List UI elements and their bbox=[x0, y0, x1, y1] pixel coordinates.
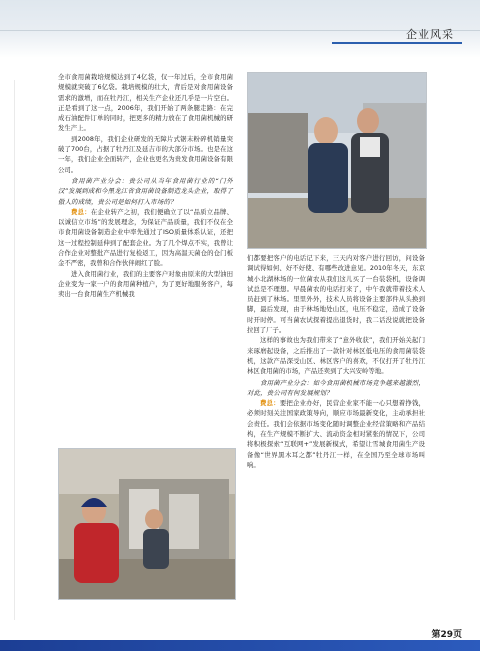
workers-with-machinery-photo bbox=[58, 448, 236, 600]
page-number: 第29页 bbox=[431, 630, 462, 640]
speaker-name: 费总： bbox=[260, 399, 280, 408]
section-underline bbox=[332, 42, 462, 44]
interview-question: 食用菌产业分会：贵公司从当年食用菌行业的“门外汉”发展到成和今黑龙江省食用菌设备制造龙头企业，取得了傲人的成绩，贵公司是如何打入市场的？ bbox=[58, 176, 233, 206]
interview-answer bbox=[247, 398, 425, 470]
paragraph: 这样的事故也为我们带来了“意外收获”，我们开始关起门来琢磨起设备，之后推出了一款针对林区低电压的食用菌装袋机，这款产品深受山区、林区客户的喜欢，不仅打开了牡丹江林区食用菌的市场，产品还卖到了大兴安岭等地。 bbox=[247, 336, 425, 376]
footer-band bbox=[0, 640, 480, 651]
paragraph: 们都要把客户的电话记下来，三天内对客户进行回访，问设备调试得如何、好不好使、有哪些改进意见。2010年冬天，东京城小北湖林场的一位菌农从我们这儿买了一台装袋机，设备调试总是不理想。早晨菌农的电话打来了，中午我就带着技术人员赶到了林场。里里外外，技术人员将设备主要部件从头换到脚，最后发现，由于林场地处山区，电压不稳定，造成了设备时开时停。可当菌农试探着提出退货时，我二话没说就把设备拉回了厂子。 bbox=[247, 254, 425, 335]
paragraph: 到2008年，我们企业研发的无障片式锯末粉碎机销量突破了700台，占据了牡丹江及延吉市的大部分市场。也是在这一年，我们企业全面转产，企业也更名为贵发食用菌设备有限公司。 bbox=[58, 134, 233, 174]
speaker-name: 费总： bbox=[71, 207, 91, 216]
left-column bbox=[58, 72, 233, 300]
answer-text: 要把企业办好，民营企业家不能一心只想着挣钱，必须时刻关注国家政策导向，顺应市场最新变化，主动承担社会责任。我们会依据市场变化随时调整企业经营策略和产品结构，在生产规模不断扩大、流动资金相对紧张的情况下，公司将积极探索“互联网+”发展新模式，希望让雪城食用菌生产设备像“世界黑木耳之都”牡丹江一样，在全国乃至全球市场叫响。 bbox=[247, 399, 426, 469]
paragraph: 进入食用菌行业，我们的主要客户对象由原来的大型油田企业变为一家一户的食用菌种植户，为了更好地服务客户，每卖出一台食用菌生产机械我 bbox=[58, 269, 233, 299]
right-column bbox=[247, 253, 425, 470]
interview-answer bbox=[58, 207, 233, 269]
two-men-in-factory-photo bbox=[247, 72, 427, 249]
margin-rule bbox=[14, 80, 15, 620]
section-title: 企业风采 bbox=[406, 28, 454, 41]
answer-text: 在企业转产之初，我们便确立了以“品质立品牌、以诚信立市场”的发展理念，为保证产品质量，我们不仅在全市食用菌设备制造企业中率先通过了ISO质量体系认证，还把这一过程控制延伸到了配套企业。为了几个焊点不实，我曾让合作企业对整批产品进行复检返工，因为高温天菌仓的仓门板金不严密，我曾和合作伙伴闹红了脸。 bbox=[58, 207, 234, 268]
interview-question: 食用菌产业分会：如今食用菌机械市场竞争越来越激烈，对此，贵公司有何发展规划？ bbox=[247, 378, 425, 397]
paragraph: 全市食用菌栽培规模达到了4亿袋，仅一年过后，全市食用菌规模就突破了6亿袋。栽培规模的壮大，背后是对食用菌设备需求的激增，而在牡丹江，相关生产企业还几乎是一片空白。正是看到了这一点，2006年，我们开始了两条腿走路：在完成石油配件订单的同时，把更多的精力放在了食用菌机械的研发生产上。 bbox=[58, 73, 233, 133]
